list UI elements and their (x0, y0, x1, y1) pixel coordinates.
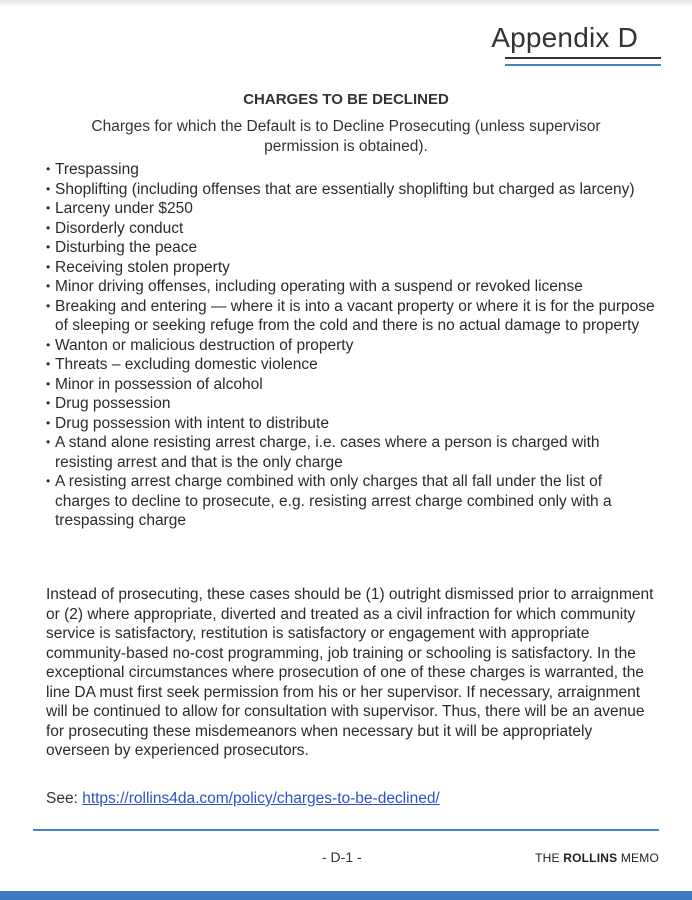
list-item (46, 414, 656, 434)
bullet-icon: • (46, 162, 51, 176)
list-item (46, 297, 656, 336)
list-item (46, 219, 656, 239)
charge-text: Minor driving offenses, including operating with a suspend or revoked license (55, 278, 583, 295)
bullet-icon: • (46, 337, 51, 352)
charge-text: Breaking and entering — where it is into a vacant property or where it is for the purpose of sleeping or seeking refuge from the cold and there is no actual damage to property (55, 297, 655, 334)
brand-name: ROLLINS (563, 851, 618, 865)
list-item (46, 375, 656, 395)
instructions-paragraph: Instead of prosecuting, these cases should be (1) outright dismissed prior to arraignment or (2) where appropriate, diverted and treated as a civil infraction for which community service is satisfactory, restitution is satisfactory or engagement with appropriate community-based no-cost programming, job training or schooling is satisfactory. In the exceptional circumstances where prosecution of one of these charges is warranted, the line DA must first seek permission from his or her supervisor. If necessary, arraignment will be continued to allow for consultation with supervisor. Thus, there will be an avenue for prosecuting these misdemeanors when necessary but it will be appropriately overseen by experienced prosecutors. (46, 586, 654, 759)
bullet-icon: • (46, 201, 51, 215)
list-item (46, 238, 656, 258)
bullet-icon: • (46, 357, 51, 371)
list-item (46, 258, 656, 278)
charge-text: Receiving stolen property (55, 258, 230, 276)
list-item (46, 433, 656, 472)
memo-brand (535, 851, 659, 865)
bullet-icon: • (46, 259, 51, 274)
charge-text: Minor in possession of alcohol (55, 375, 263, 393)
section-heading: CHARGES TO BE DECLINED (243, 91, 449, 108)
appendix-underline-dark (505, 57, 661, 59)
charge-text: Wanton or malicious destruction of property (55, 336, 354, 354)
charge-text: Shoplifting (including offenses that are essentially shoplifting but charged as larceny) (55, 180, 635, 198)
bullet-icon: • (46, 279, 51, 293)
see-label: See: (46, 790, 78, 807)
bottom-accent-bar (0, 891, 692, 900)
charge-text: A stand alone resisting arrest charge, i.e. cases where a person is charged with resisting arrest and that is the only charge (55, 434, 600, 471)
page-number: - D-1 - (322, 849, 362, 865)
list-item (46, 394, 656, 414)
appendix-title: Appendix D (491, 22, 638, 53)
bullet-icon: • (46, 474, 51, 488)
appendix-underline-blue (505, 64, 661, 66)
list-item (46, 355, 656, 375)
charge-text: Drug possession with intent to distribute (55, 414, 329, 432)
brand-suffix: MEMO (620, 851, 659, 865)
charge-text: Larceny under $250 (55, 200, 193, 217)
list-item (46, 277, 656, 297)
list-item (46, 180, 656, 200)
bullet-icon: • (46, 220, 51, 235)
policy-link[interactable]: https://rollins4da.com/policy/charges-to-be-declined/ (82, 790, 440, 807)
bullet-icon: • (46, 376, 51, 391)
page-top-shadow (0, 0, 692, 8)
charge-text: Disturbing the peace (55, 239, 198, 256)
bullet-icon: • (46, 435, 51, 449)
bullet-icon: • (46, 298, 51, 313)
list-item (46, 472, 656, 531)
brand-prefix: THE (535, 851, 560, 865)
list-item (46, 336, 656, 356)
bullet-icon: • (46, 396, 51, 410)
footer-divider (33, 829, 659, 831)
charge-text: Threats – excluding domestic violence (55, 356, 318, 373)
charge-text: Trespassing (55, 161, 139, 178)
charges-list (46, 160, 656, 531)
list-item (46, 199, 656, 219)
charge-text: Drug possession (55, 395, 171, 412)
see-reference (46, 790, 440, 808)
bullet-icon: • (46, 415, 51, 430)
bullet-icon: • (46, 181, 51, 196)
bullet-icon: • (46, 240, 51, 254)
charge-text: Disorderly conduct (55, 219, 184, 237)
charge-text: A resisting arrest charge combined with only charges that all fall under the list of charges to decline to prosecute, e.g. resisting arrest charge combined only with a trespassing charge (55, 473, 612, 529)
section-subheading: Charges for which the Default is to Decline Prosecuting (unless supervisor permission is obtained). (91, 118, 601, 155)
list-item (46, 160, 656, 180)
